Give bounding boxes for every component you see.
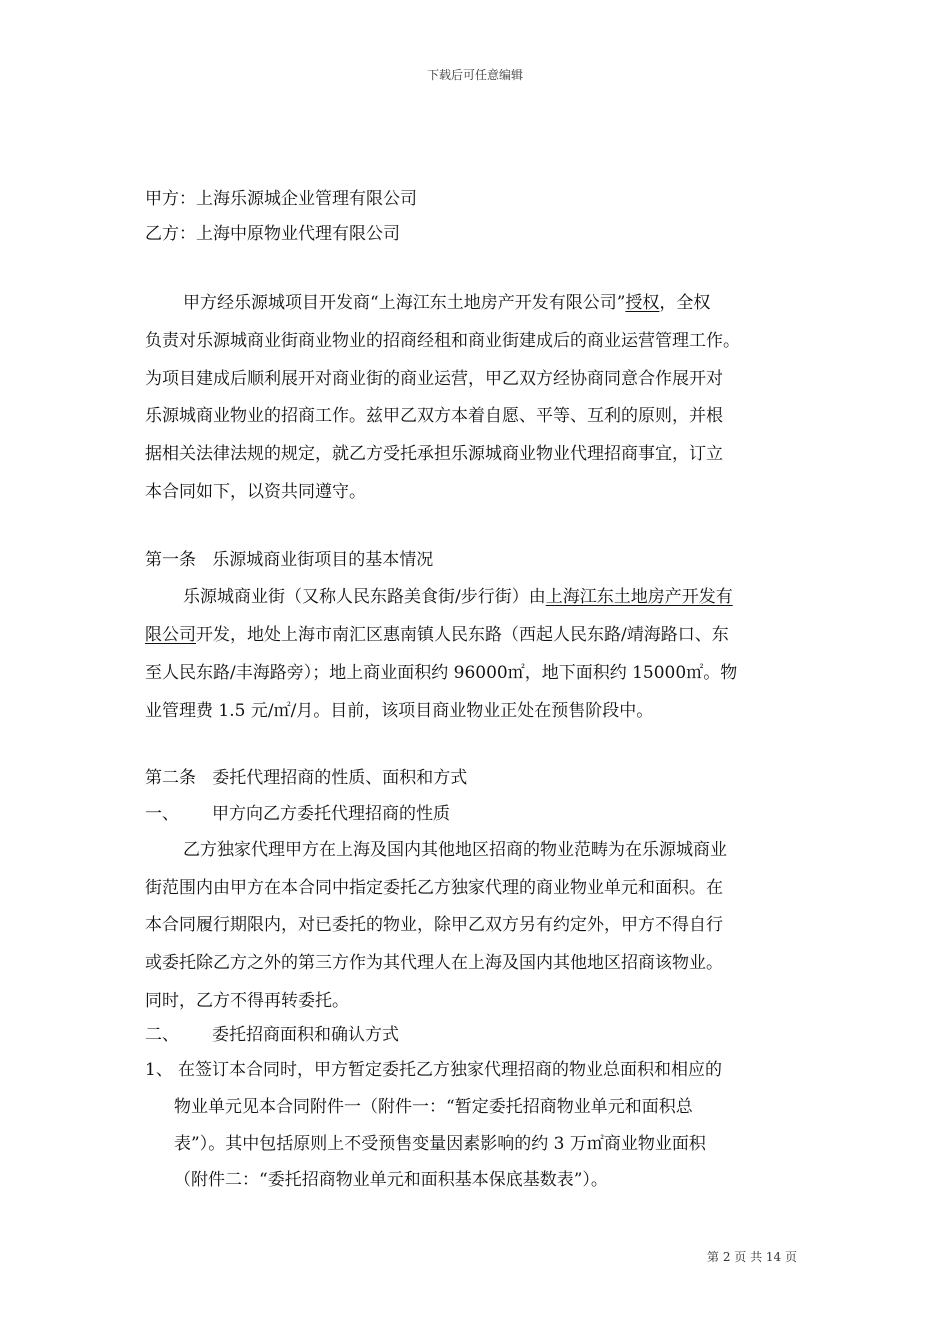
article2-heading: 第二条 委托代理招商的性质、面积和方式 <box>145 768 468 788</box>
preamble-line-3: 为项目建成后顺利展开对商业街的商业运营，甲乙双方经协商同意合作展开对 <box>145 369 723 389</box>
item1-line-2: 物业单元见本合同附件一（附件一：“暂定委托招商物业单元和面积总 <box>174 1097 693 1117</box>
section1-number: 一、 <box>145 804 179 824</box>
article1-line-2: 限公司开发，地处上海市南汇区惠南镇人民东路（西起人民东路/靖海路口、东 <box>145 625 729 645</box>
item1-line-1: 在签订本合同时，甲方暂定委托乙方独家代理招商的物业总面积和相应的 <box>178 1060 722 1080</box>
preamble-line-1: 甲方经乐源城项目开发商“上海江东土地房产开发有限公司”授权，全权 <box>183 293 711 313</box>
developer-link[interactable]: 上海江东土地房产开发有 <box>545 587 733 607</box>
preamble-line-4: 乐源城商业物业的招商工作。兹甲乙双方本着自愿、平等、互利的原则，并根 <box>145 406 723 426</box>
party-a: 甲方：上海乐源城企业管理有限公司 <box>145 189 417 209</box>
article1-line-4: 业管理费 1.5 元/㎡/月。目前，该项目商业物业正处在预售阶段中。 <box>145 701 654 721</box>
item1-number: 1、 <box>145 1060 173 1080</box>
section2-number: 二、 <box>145 1025 179 1045</box>
article1-heading: 第一条 乐源城商业街项目的基本情况 <box>145 550 434 570</box>
preamble-line-6: 本合同如下，以资共同遵守。 <box>145 482 366 502</box>
article2-para-line-5: 同时，乙方不得再转委托。 <box>145 991 349 1011</box>
party-b: 乙方：上海中原物业代理有限公司 <box>145 224 400 244</box>
article1-line-3: 至人民东路/丰海路旁）；地上商业面积约 96000㎡，地下面积约 15000㎡。物 <box>145 663 738 683</box>
section2-title: 委托招商面积和确认方式 <box>212 1025 399 1045</box>
article2-para-line-3: 本合同履行期限内，对已委托的物业，除甲乙双方另有约定外，甲方不得自行 <box>145 915 723 935</box>
preamble-line-2: 负责对乐源城商业街商业物业的招商经租和商业街建成后的商业运营管理工作。 <box>145 331 740 351</box>
article1-line-1: 乐源城商业街（又称人民东路美食街/步行街）由上海江东土地房产开发有 <box>183 587 733 607</box>
article2-para-line-1: 乙方独家代理甲方在上海及国内其他地区招商的物业范畴为在乐源城商业 <box>183 840 727 860</box>
preamble-line-5: 据相关法律法规的规定，就乙方受托承担乐源城商业物业代理招商事宜，订立 <box>145 444 723 464</box>
article2-para-line-4: 或委托除乙方之外的第三方作为其代理人在上海及国内其他地区招商该物业。 <box>145 953 723 973</box>
authorization-link[interactable]: 授权 <box>625 293 660 313</box>
page-header: 下载后可任意编辑 <box>426 68 523 82</box>
page-number: 第 2 页 共 14 页 <box>707 1250 797 1264</box>
article2-para-line-2: 街范围内由甲方在本合同中指定委托乙方独家代理的商业物业单元和面积。在 <box>145 878 723 898</box>
developer-link-cont[interactable]: 限公司 <box>145 625 196 645</box>
section1-title: 甲方向乙方委托代理招商的性质 <box>212 804 450 824</box>
item1-line-4: （附件二：“委托招商物业单元和面积基本保底基数表”）。 <box>174 1170 608 1190</box>
item1-line-3: 表”）。其中包括原则上不受预售变量因素影响的约 3 万㎡商业物业面积 <box>174 1134 706 1154</box>
